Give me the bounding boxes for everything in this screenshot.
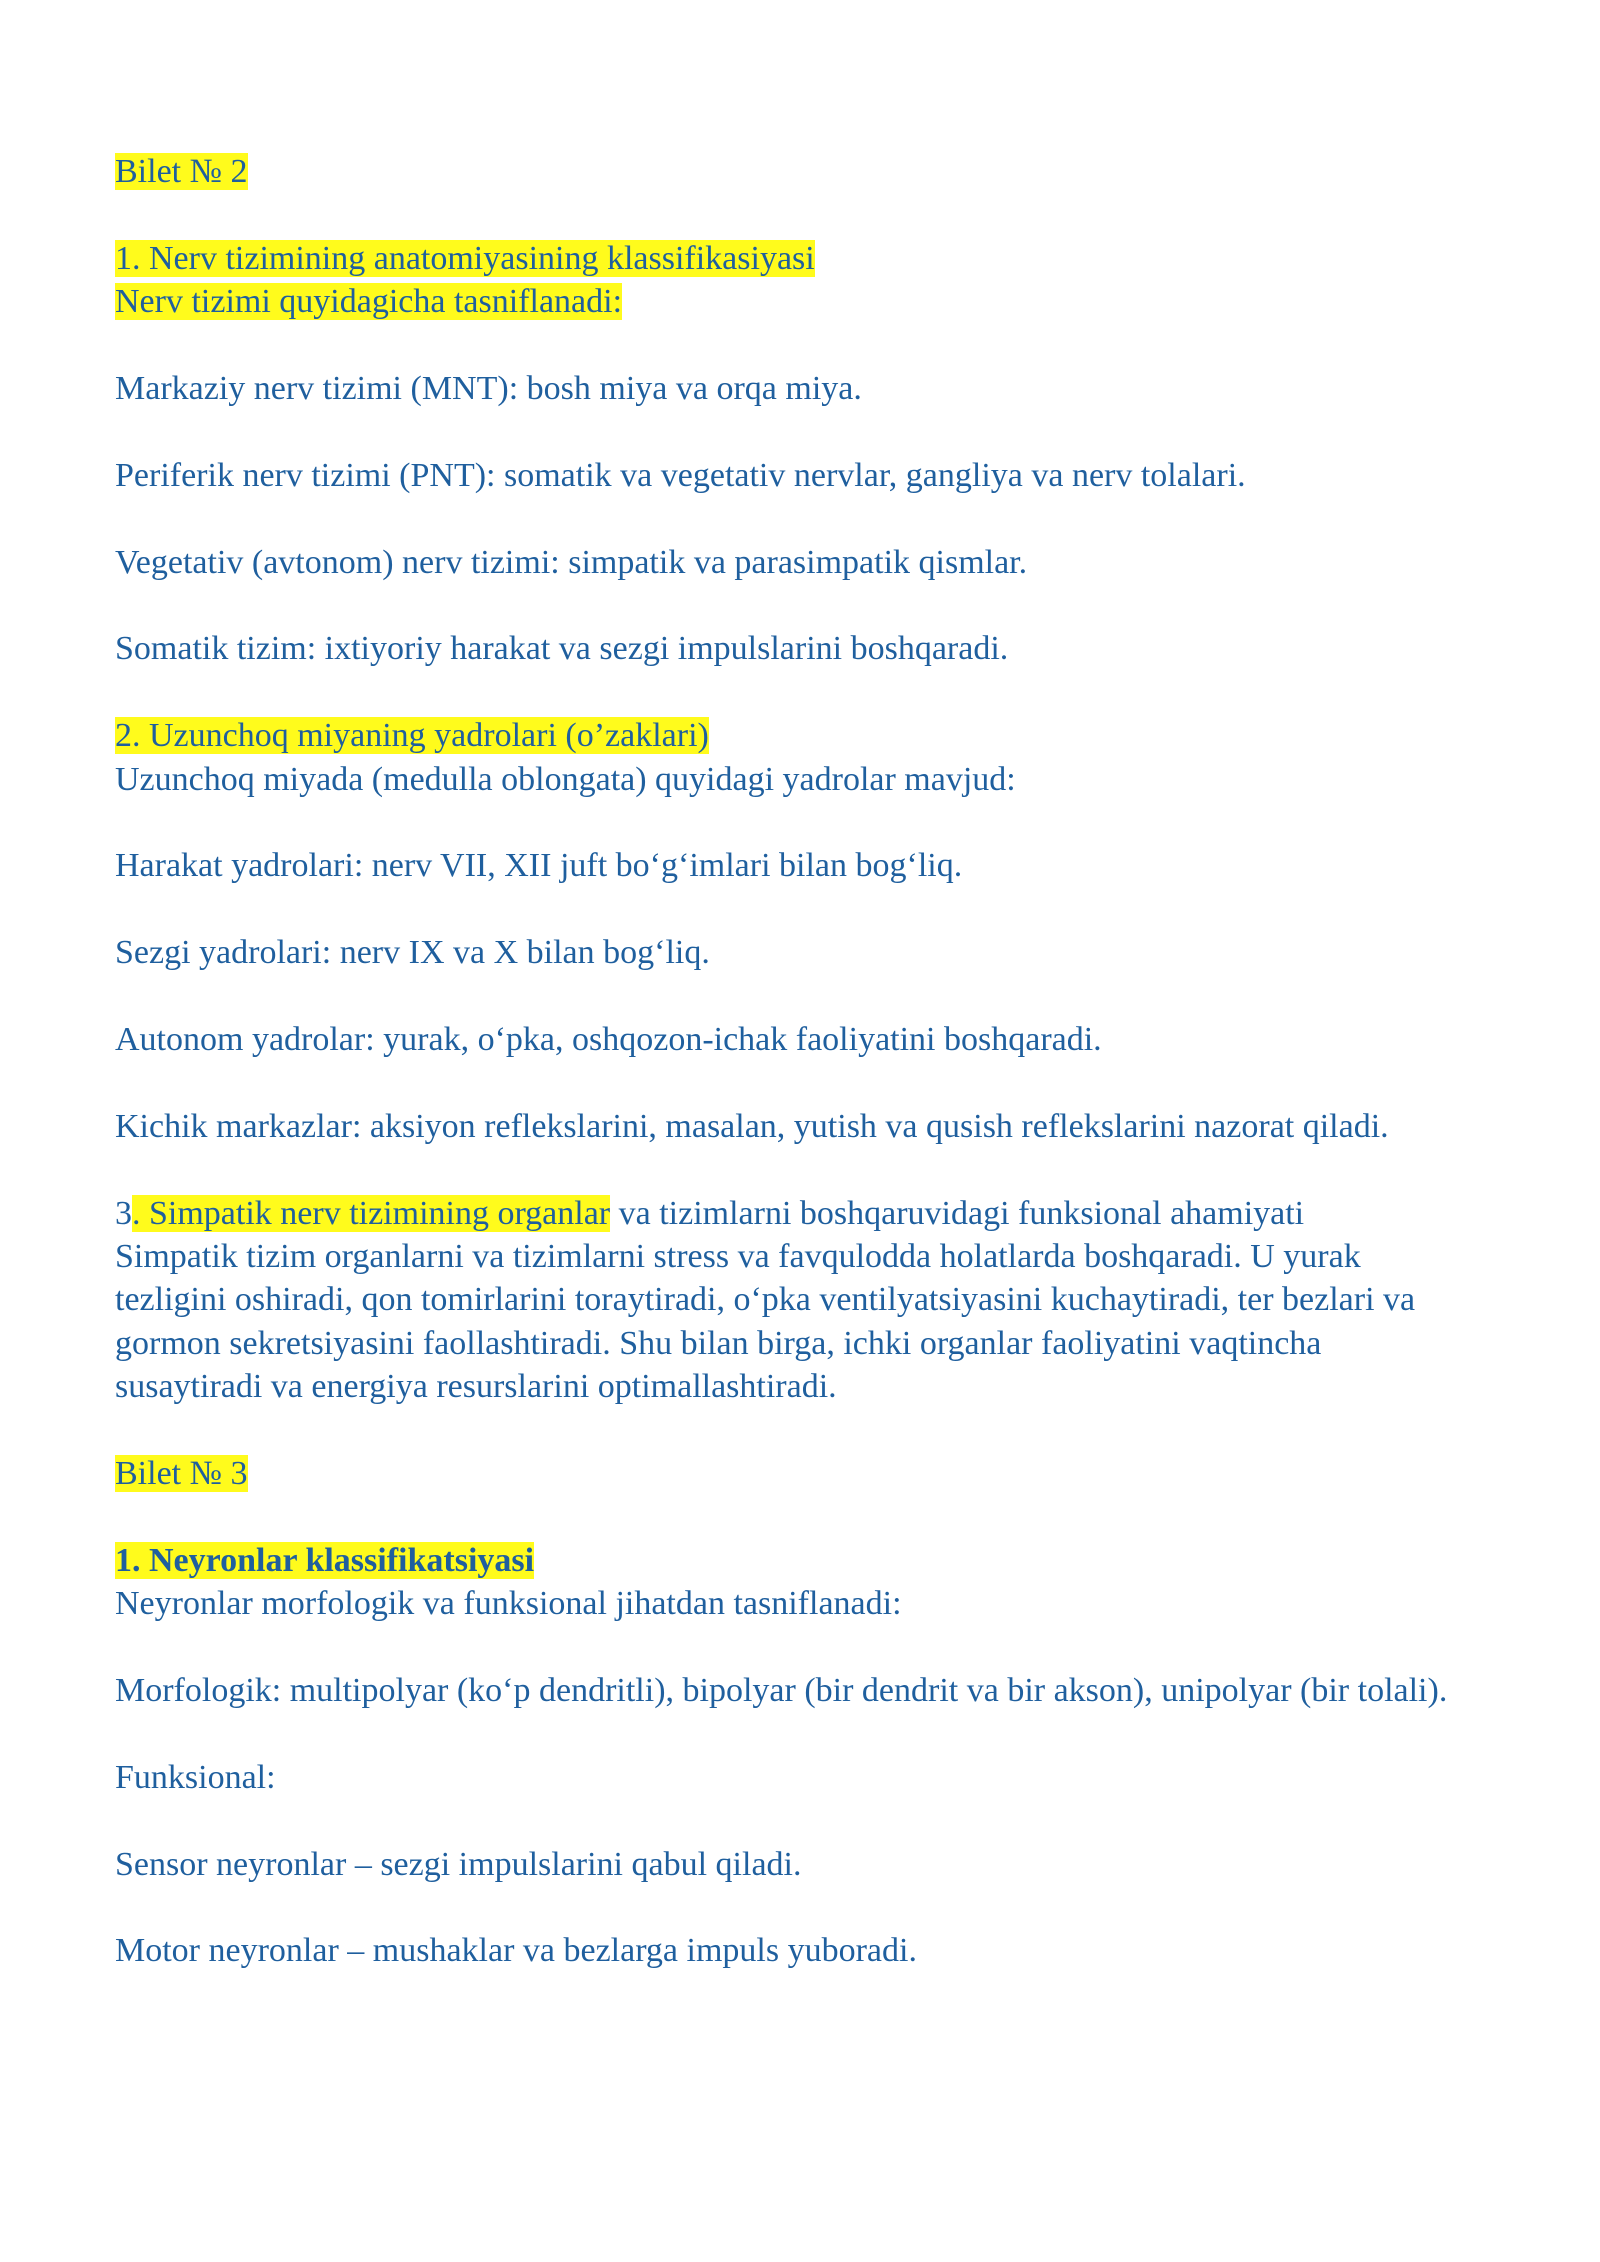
ticket-2-q1-heading: 1. Nerv tizimining anatomiyasining klassifikasiyasi (115, 239, 815, 277)
list-item: Sensor neyronlar – sezgi impulslarini qabul qiladi. (115, 1845, 802, 1883)
list-item: Motor neyronlar – mushaklar va bezlarga impuls yuboradi. (115, 1932, 917, 1970)
ticket-3-title: Bilet № 3 (115, 1455, 248, 1492)
list-item: Markaziy nerv tizimi (MNT): bosh miya va orqa miya. (115, 370, 862, 407)
ticket-3-morphological: Morfologik: multipolyar (ko‘p dendritli), bipolyar (bir dendrit va bir akson), unipolyar (bir tolali). (115, 1672, 1448, 1709)
ticket-2-q2-intro: Uzunchoq miyada (medulla oblongata) quyidagi yadrolar mavjud: (115, 760, 1016, 798)
list-item: Vegetativ (avtonom) nerv tizimi: simpatik va parasimpatik qismlar. (115, 543, 1028, 581)
ticket-3-q1-heading: 1. Neyronlar klassifikatsiyasi (115, 1541, 535, 1579)
list-item: Periferik nerv tizimi (PNT): somatik va vegetativ nervlar, gangliya va nerv tolalari. (115, 456, 1246, 494)
ticket-3-functional-label: Funksional: (115, 1758, 276, 1796)
ticket-2-q2-heading: 2. Uzunchoq miyaning yadrolari (o’zaklari) (115, 717, 709, 755)
list-item: Kichik markazlar: aksiyon reflekslarini, masalan, yutish va qusish reflekslarini nazorat qiladi. (115, 1107, 1389, 1145)
list-item: Somatik tizim: ixtiyoriy harakat va sezgi impulslarini boshqaradi. (115, 630, 1009, 668)
list-item: Sezgi yadrolari: nerv IX va X bilan bog‘liq. (115, 934, 710, 972)
ticket-2-q1-intro: Nerv tizimi quyidagicha tasniflanadi: (115, 283, 623, 321)
ticket-3-q1-intro: Neyronlar morfologik va funksional jihatdan tasniflanadi: (115, 1585, 902, 1623)
ticket-2-q3-body: Simpatik tizim organlarni va tizimlarni stress va favqulodda holatlarda boshqaradi. U yurak tezligini oshiradi, qon tomirlarini toraytiradi, o‘pka ventilyatsiyasini kuchaytiradi, ter bezlari va gormon sekretsiyasini faollashtiradi. Shu bilan birga, ichki organlar faoliyatini vaqtincha susaytiradi va energiya resurslarini optimallashtiradi. (115, 1237, 1416, 1406)
list-item: Harakat yadrolari: nerv VII, XII juft bo‘g‘imlari bilan bog‘liq. (115, 847, 963, 885)
ticket-2-title: Bilet № 2 (115, 153, 248, 190)
ticket-2-q3-heading: 3. Simpatik nerv tizimining organlar va tizimlarni boshqaruvidagi funksional ahamiyati (115, 1194, 1305, 1232)
list-item: Autonom yadrolar: yurak, o‘pka, oshqozon-ichak faoliyatini boshqaradi. (115, 1020, 1102, 1058)
document-page (115, 150, 1495, 1973)
